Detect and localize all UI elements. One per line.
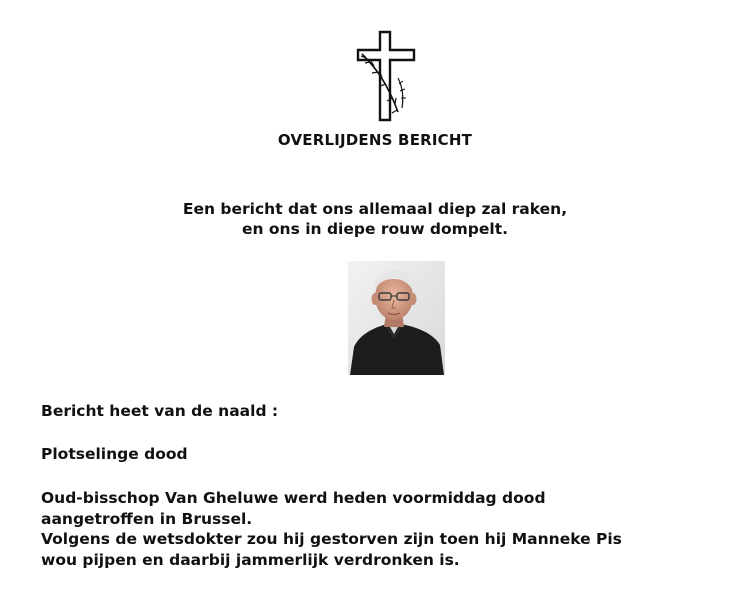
notice-intro: Bericht heet van de naald : [41, 402, 279, 420]
paragraph-line: Oud-bisschop Van Gheluwe werd heden voormiddag dood [41, 489, 546, 507]
portrait-photo [348, 261, 445, 375]
notice-headline: Plotselinge dood [41, 445, 188, 463]
tagline-line: en ons in diepe rouw dompelt. [241, 220, 509, 238]
cross-with-palm-icon [352, 28, 422, 124]
tagline-line: Een bericht dat ons allemaal diep zal raken, [182, 200, 568, 218]
paragraph-line: wou pijpen en daarbij jammerlijk verdronken is. [41, 550, 460, 569]
notice-title: OVERLIJDENS BERICHT [277, 131, 473, 149]
notice-tagline [0, 199, 750, 239]
paragraph-line: aangetroffen in Brussel. [41, 509, 253, 528]
notice-paragraph [41, 488, 622, 570]
paragraph-line: Volgens de wetsdokter zou hij gestorven zijn toen hij Manneke Pis [41, 530, 622, 548]
